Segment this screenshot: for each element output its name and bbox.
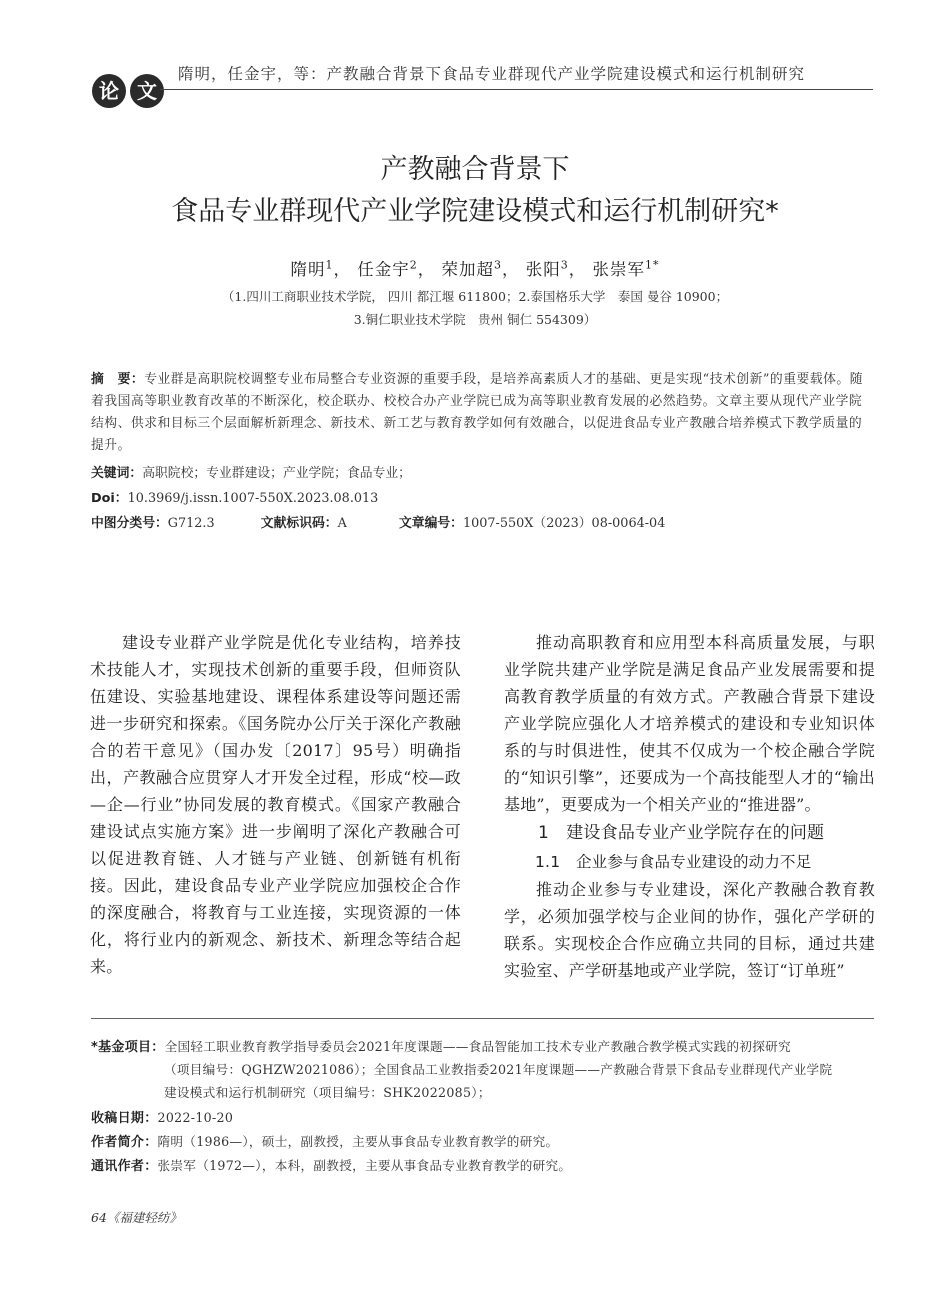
title-line-1: 产教融合背景下 <box>380 154 570 185</box>
header-rule <box>160 89 873 90</box>
corresponding-author <box>91 1154 881 1178</box>
body-right-column <box>504 629 875 984</box>
author-separator: ， <box>417 260 436 279</box>
affiliation-line-2: 3.铜仁职业技术学院 贵州 铜仁 554309） <box>353 312 597 327</box>
doc-code-label: 文献标识码： <box>260 516 338 531</box>
clc-label: 中图分类号： <box>91 516 168 531</box>
author-name: 任金宇 <box>357 260 410 279</box>
received-date <box>91 1106 881 1130</box>
author-bio <box>91 1130 881 1154</box>
author-list <box>0 256 950 280</box>
doi-label: Doi： <box>91 491 128 506</box>
clc-value: G712.3 <box>167 516 215 531</box>
author-bio-label: 作者简介： <box>91 1135 158 1150</box>
author-bio-value: 隋明（1986—），硕士，副教授，主要从事食品专业教育教学的研究。 <box>157 1134 559 1149</box>
received-label: 收稿日期： <box>91 1111 158 1126</box>
author-name: 张崇军 <box>592 260 645 279</box>
abstract-label: 摘 要： <box>91 372 145 387</box>
author-name: 隋明 <box>290 260 326 279</box>
fund-footnote-line-1 <box>91 1035 881 1059</box>
footnote-rule <box>91 1018 874 1019</box>
section-heading-1: 1 建设食品专业产业学院存在的问题 <box>538 823 825 843</box>
received-value: 2022-10-20 <box>157 1110 234 1125</box>
running-head: 隋明，任金宇，等：产教融合背景下食品专业群现代产业学院建设模式和运行机制研究 <box>178 65 806 83</box>
keywords-label: 关键词： <box>91 466 143 481</box>
abstract-text: 专业群是高职院校调整专业布局整合专业资源的重要手段，是培养高素质人才的基础、更是实现“技术创新”的重要载体。随着我国高等职业教育改革的不断深化，校企联办、校校合办产业学院已成为高等职业教育发展的必然趋势。文章主要从现代产业学院结构、供求和目标三个层面解析新理念、新技术、新工艺与教育教学如何有效融合，以促进食品专业产教融合培养模式下教学质量的提升。 <box>91 372 864 453</box>
doc-code-value: A <box>337 516 347 531</box>
keywords-text: 高职院校；专业群建设；产业学院；食品专业； <box>142 466 411 481</box>
fund-label: *基金项目： <box>91 1040 165 1055</box>
author-separator: ， <box>502 260 520 279</box>
doi-value: 10.3969/j.issn.1007-550X.2023.08.013 <box>127 491 379 506</box>
article-number-value: 1007-550X（2023）08-0064-04 <box>462 516 666 531</box>
fund-footnote-line-3 <box>164 1081 884 1104</box>
author-separator: ， <box>333 260 351 279</box>
fund-text-3: 建设模式和运行机制研究（项目编号：SHK2022085）； <box>164 1085 491 1100</box>
fund-text-2: （项目编号：QGHZW2021086）；全国食品工业教指委2021年度课题——产教融合背景下食品专业群现代产业学院 <box>164 1062 833 1077</box>
abstract <box>91 369 874 457</box>
author-sup: 3 <box>494 258 502 272</box>
page-folio: 64《福建轻纺》 <box>91 1210 182 1225</box>
doi <box>91 487 378 506</box>
author-name: 荣加超 <box>441 260 494 279</box>
section-badge-char-2: 文 <box>130 74 164 108</box>
corresponding-value: 张崇军（1972—），本科，副教授，主要从事食品专业教育教学的研究。 <box>157 1158 572 1173</box>
author-sup: 2 <box>409 258 418 272</box>
body-paragraph: 推动企业参与专业建设，深化产教融合教育教学，必须加强学校与企业间的协作，强化产学研的联系。实现校企合作应确立共同的目标，通过共建实验室、产学研基地或产业学院，签订“订单班” <box>504 880 875 980</box>
section-badge-char-1: 论 <box>92 74 126 108</box>
classification-line <box>91 512 665 531</box>
author-sup: 1* <box>645 258 660 272</box>
body-paragraph: 推动高职教育和应用型本科高质量发展，与职业学院共建产业学院是满足食品产业发展需要和提高教育教学质量的有效方式。产教融合背景下建设产业学院应强化人才培养模式的建设和专业知识体系的与时俱进性，使其不仅成为一个校企融合学院的“知识引擎”，还要成为一个高技能型人才的“输出基地”，更要成为一个相关产业的“推进器”。 <box>504 633 875 814</box>
fund-footnote-line-2 <box>164 1058 884 1081</box>
author-name: 张阳 <box>525 260 561 279</box>
section-heading-1-1: 1.1 企业参与食品专业建设的动力不足 <box>535 853 812 871</box>
body-paragraph: 建设专业群产业学院是优化专业结构，培养技术技能人才，实现技术创新的重要手段，但师资队伍建设、实验基地建设、课程体系建设等问题还需进一步研究和探索。《国务院办公厅关于深化产教融合的若干意见》（国办发〔2017〕95号）明确指出，产教融合应贯穿人才开发全过程，形成“校—政—企—行业”协同发展的教育模式。《国家产教融合建设试点实施方案》进一步阐明了深化产教融合可以促进教育链、人才链与产业链、创新链有机衔接。因此，建设食品专业产业学院应加强校企合作的深度融合，将教育与工业连接，实现资源的一体化，将行业内的新观念、新技术、新理念等结合起来。 <box>90 633 461 976</box>
corresponding-label: 通讯作者： <box>91 1159 158 1174</box>
author-sup: 3 <box>560 258 569 272</box>
affiliation-line-1: （1.四川工商职业技术学院， 四川 都江堰 611800；2.泰国格乐大学 泰国 曼谷 10900； <box>221 289 729 304</box>
body-left-column <box>90 629 461 980</box>
author-separator: ， <box>568 260 587 279</box>
author-sup: 1 <box>325 258 334 272</box>
article-number-label: 文章编号： <box>398 516 463 531</box>
keywords <box>91 462 411 481</box>
fund-text-1: 全国轻工职业教育教学指导委员会2021年度课题——食品智能加工技术专业产教融合教学模式实践的初探研究 <box>164 1039 791 1054</box>
title-line-2: 食品专业群现代产业学院建设模式和运行机制研究* <box>171 196 779 227</box>
